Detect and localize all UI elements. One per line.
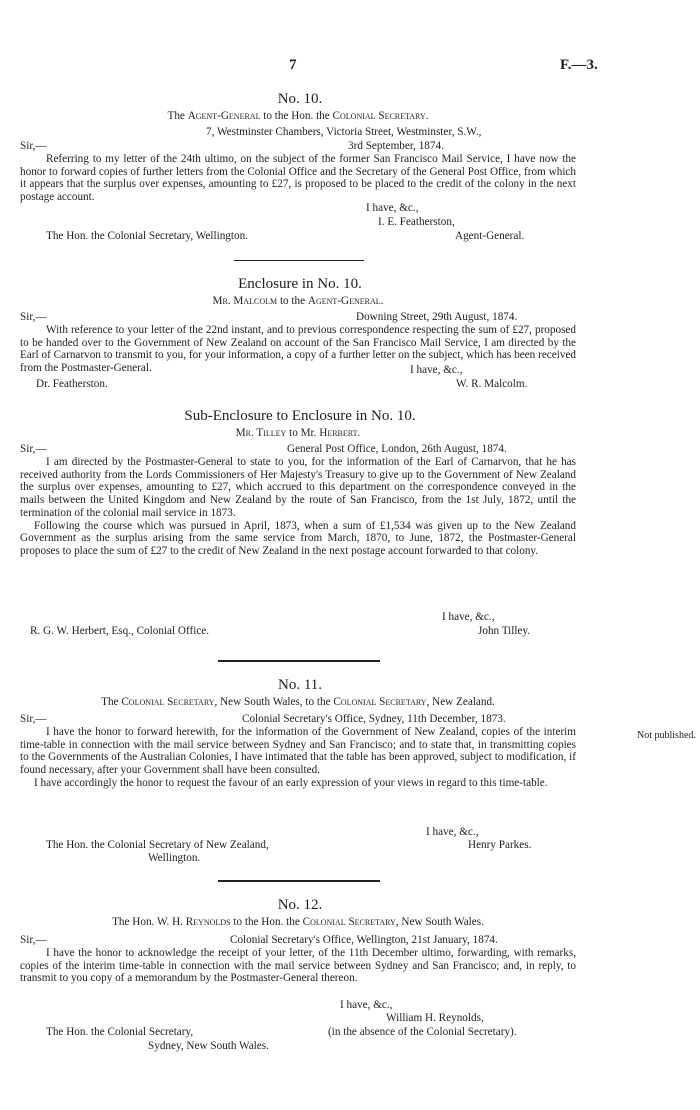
enclosure-10-date: Downing Street, 29th August, 1874. bbox=[356, 311, 518, 323]
letter-11-addressee-city: Wellington. bbox=[148, 852, 201, 864]
letter-11-addressee: The Hon. the Colonial Secretary of New Zealand, bbox=[46, 839, 269, 851]
subenclosure-10-date: General Post Office, London, 26th August, 1874. bbox=[287, 443, 507, 455]
letter-12-heading: No. 12. bbox=[277, 897, 323, 913]
letter-11-closing: I have, &c., bbox=[426, 826, 479, 838]
letter-11-body: I have the honor to forward herewith, for the information of the Government of New Zealand, copies of the interim time-table in connection with the mail service between Sydney and San Francisco; and to state that, in transmitting copies to the Governments of the Australian Colonies, I have intimated that the table has been approved, subject to modification, if found necessary, after your Government shall have been consulted. I have accordingly the honor to request the favour of an early expression of your views in regard to this time-table. bbox=[20, 726, 576, 789]
letter-11-salutation: Sir,— bbox=[20, 713, 47, 725]
subenclosure-10-salutation: Sir,— bbox=[20, 443, 47, 455]
enclosure-10-heading: Enclosure in No. 10. bbox=[238, 276, 362, 292]
letter-11-heading: No. 11. bbox=[277, 677, 323, 693]
letter-12-date: Colonial Secretary's Office, Wellington, 21st January, 1874. bbox=[230, 934, 498, 946]
letter-10-date: 3rd September, 1874. bbox=[348, 140, 444, 152]
letter-11-signature: Henry Parkes. bbox=[468, 839, 532, 851]
letter-12-subheading: The Hon. W. H. Reynolds to the Hon. the Colonial Secretary, New South Wales. bbox=[112, 916, 484, 928]
letter-10-signature: I. E. Featherston, bbox=[378, 216, 455, 228]
letter-12-body: I have the honor to acknowledge the receipt of your letter, of the 11th December ultimo, forwarding, with remarks, copies of the interim time-table in connection with the mail service between Sydney and San Francisco; and, in reply, to transmit to you copy of a memorandum by the Postmaster-General thereon. bbox=[20, 947, 576, 985]
letter-10-addressee: The Hon. the Colonial Secretary, Wellington. bbox=[46, 230, 248, 242]
enclosure-10-closing: I have, &c., bbox=[410, 364, 463, 376]
letter-10-closing: I have, &c., bbox=[366, 202, 419, 214]
document-reference: F.—3. bbox=[560, 57, 598, 73]
letter-10-heading: No. 10. bbox=[277, 91, 323, 107]
letter-12-signature: William H. Reynolds, bbox=[386, 1012, 484, 1024]
letter-12-signature-note: (in the absence of the Colonial Secretary). bbox=[328, 1026, 517, 1038]
letter-12-salutation: Sir,— bbox=[20, 934, 47, 946]
subenclosure-10-body: I am directed by the Postmaster-General to state to you, for the information of the Earl of Carnarvon, that he has received authority from the Lords Commissioners of Her Majesty's Treasury to give up to the Government of New Zealand the surplus over expenses, amounting to £27, which accrued to this department on the correspondence conveyed in the mails between the United Kingdom and New Zealand by the route of San Francisco, from the 1st July, 1872, until the termination of the colonial mail service in 1873. Following the course which was pursued in April, 1873, when a sum of £1,534 was given up to the New Zealand Government as the surplus arising from the same service from March, 1870, to June, 1872, the Postmaster-General proposes to place the sum of £27 to the credit of New Zealand in the next postage account forwarded to that colony. bbox=[20, 456, 576, 557]
letter-10-signature-title: Agent-General. bbox=[455, 230, 525, 242]
subenclosure-10-heading: Sub-Enclosure to Enclosure in No. 10. bbox=[184, 408, 416, 424]
enclosure-10-subheading: Mr. Malcolm to the Agent-General. bbox=[212, 295, 384, 307]
enclosure-10-addressee: Dr. Featherston. bbox=[36, 378, 108, 390]
section-divider bbox=[234, 260, 364, 261]
letter-12-addressee-city: Sydney, New South Wales. bbox=[148, 1040, 269, 1052]
letter-10-address: 7, Westminster Chambers, Victoria Street, Westminster, S.W., bbox=[206, 126, 482, 138]
subenclosure-10-subheading: Mr. Tilley to Mr. Herbert. bbox=[235, 427, 361, 439]
page-number: 7 bbox=[289, 57, 297, 73]
letter-12-addressee: The Hon. the Colonial Secretary, bbox=[46, 1026, 194, 1038]
margin-note: Not published. bbox=[637, 730, 696, 741]
enclosure-10-signature: W. R. Malcolm. bbox=[456, 378, 528, 390]
subenclosure-10-signature: John Tilley. bbox=[478, 625, 531, 637]
letter-10-salutation: Sir,— bbox=[20, 140, 47, 152]
letter-12-closing: I have, &c., bbox=[340, 999, 393, 1011]
enclosure-10-salutation: Sir,— bbox=[20, 311, 47, 323]
subenclosure-10-addressee: R. G. W. Herbert, Esq., Colonial Office. bbox=[30, 625, 210, 637]
letter-11-subheading: The Colonial Secretary, New South Wales, to the Colonial Secretary, New Zealand. bbox=[101, 696, 495, 708]
letter-11-date: Colonial Secretary's Office, Sydney, 11th December, 1873. bbox=[242, 713, 506, 725]
letter-10-subheading: The Agent-General to the Hon. the Colonial Secretary. bbox=[167, 110, 429, 122]
section-divider bbox=[218, 880, 380, 882]
subenclosure-10-closing: I have, &c., bbox=[442, 611, 495, 623]
enclosure-10-body: With reference to your letter of the 22nd instant, and to previous correspondence respecting the sum of £27, proposed to be handed over to the Government of New Zealand on account of the San Francisco Mail Service, I am directed by the Earl of Carnarvon to transmit to you, for your information, a copy of a further letter on the subject, which has been received from the Postmaster-General. bbox=[20, 324, 576, 375]
section-divider bbox=[218, 660, 380, 662]
letter-10-body: Referring to my letter of the 24th ultimo, on the subject of the former San Francisco Mail Service, I have now the honor to forward copies of further letters from the Colonial Office and the Secretary of the General Post Office, from which it appears that the surplus over expenses, amounting to £27, is proposed to be placed to the credit of the colony in the next postage account. bbox=[20, 153, 576, 204]
